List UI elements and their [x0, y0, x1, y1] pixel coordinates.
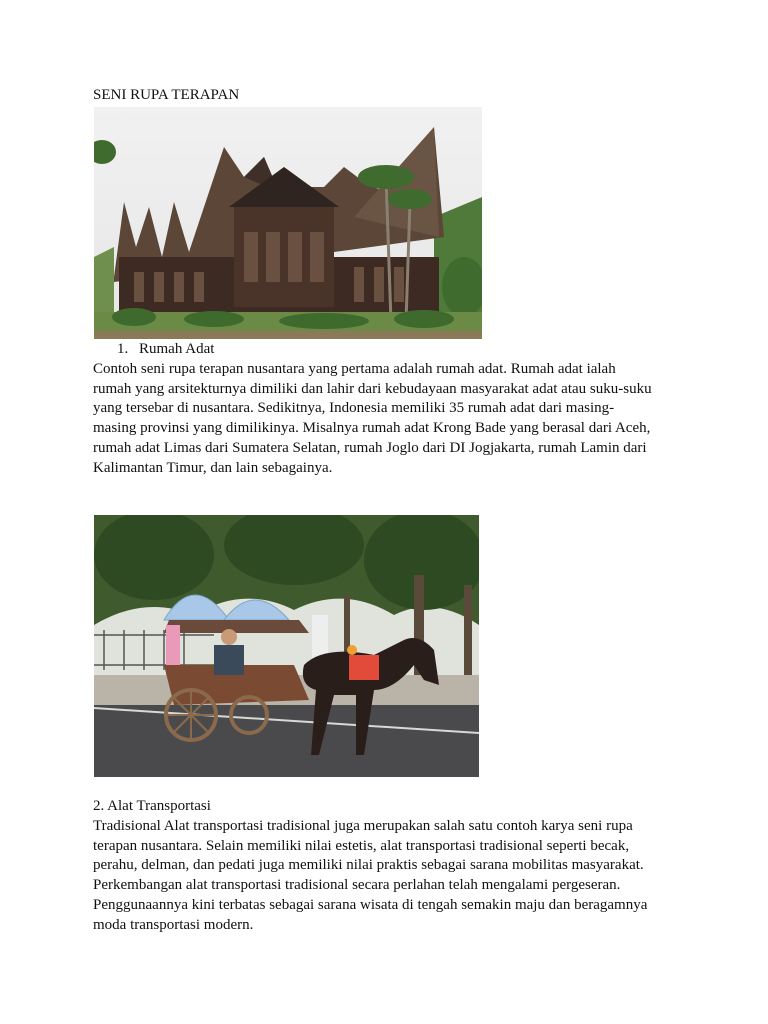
paragraph-line: Contoh seni rupa terapan nusantara yang pertama adalah rumah adat. Rumah adat ialah: [93, 361, 616, 377]
section-1-heading: [117, 340, 214, 359]
paragraph-line: perahu, delman, dan pedati juga memiliki nilai praktis sebagai sarana mobilitas masyarakat.: [93, 857, 644, 874]
list-label: Rumah Adat: [139, 341, 215, 357]
paragraph-line: Tradisional Alat transportasi tradisional juga merupakan salah satu contoh karya seni rupa: [93, 818, 633, 834]
horse-cart-photo: [94, 515, 479, 777]
paragraph-line: masing provinsi yang dimilikinya. Misalnya rumah adat Krong Bade yang berasal dari Aceh,: [93, 420, 651, 437]
section-2-paragraph: [93, 817, 683, 935]
section-2-heading: 2. Alat Transportasi: [93, 798, 211, 814]
paragraph-line: yang tersebar di nusantara. Sedikitnya, Indonesia memiliki 35 rumah adat dari masing-: [93, 400, 615, 417]
document-title: SENI RUPA TERAPAN: [93, 87, 240, 103]
paragraph-line: terapan nusantara. Selain memiliki nilai estetis, alat transportasi tradisional seperti becak,: [93, 837, 630, 854]
list-number: 1.: [117, 341, 129, 357]
paragraph-line: Perkembangan alat transportasi tradisional secara perlahan telah mengalami pergeseran.: [93, 877, 621, 894]
paragraph-line: Penggunaannya kini terbatas sebagai sarana wisata di tengah semakin maju dan beragamnya: [93, 896, 648, 913]
paragraph-line: moda transportasi modern.: [93, 916, 254, 933]
paragraph-line: rumah yang arsitekturnya dimiliki dan lahir dari kebudayaan masyarakat adat atau suku-suku: [93, 380, 652, 397]
paragraph-line: Kalimantan Timur, dan lain sebagainya.: [93, 459, 333, 476]
traditional-house-photo: [94, 107, 482, 339]
paragraph-line: rumah adat Limas dari Sumatera Selatan, rumah Joglo dari DI Jogjakarta, rumah Lamin dari: [93, 439, 647, 456]
section-1-paragraph: [93, 360, 683, 478]
